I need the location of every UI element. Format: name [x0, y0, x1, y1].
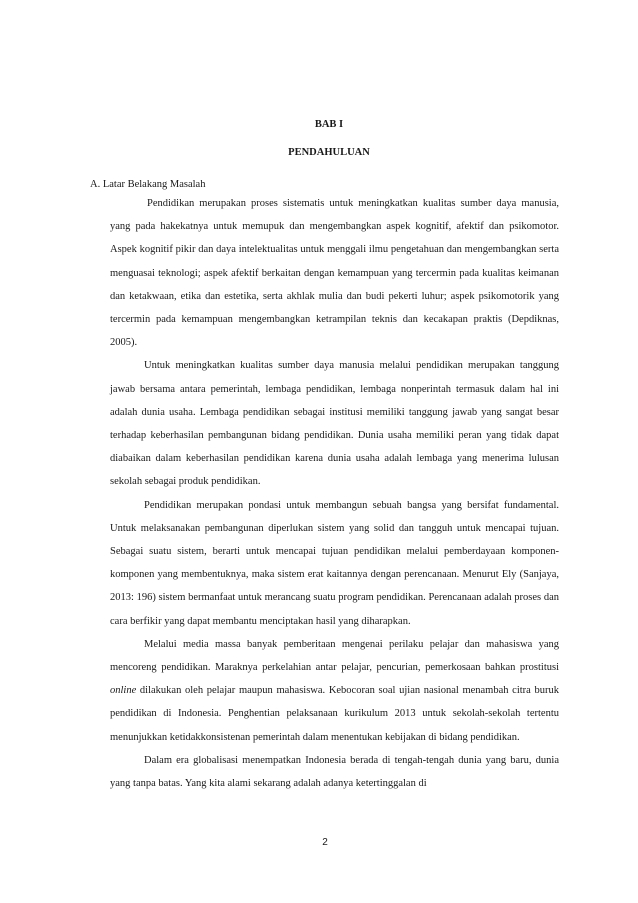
- paragraph-1: Pendidikan merupakan proses sistematis untuk meningkatkan kualitas sumber daya manusia, yang pada hakekatnya untuk memupuk dan mengembangkan aspek kognitif, afektif dan psikomotor. Aspek kognitif pikir dan daya intelektualitas untuk menggali ilmu pengetahuan dan mengembangkan serta menguasai teknologi; aspek afektif berkaitan dengan kemampuan yang tercermin pada kualitas keimanan dan ketakwaan, etika dan estetika, serta akhlak mulia dan budi pekerti luhur; aspek psikomotorik yang tercermin pada kemampuan mengembangkan ketrampilan teknis dan kecakapan praktis (Depdiknas, 2005).: [110, 198, 559, 349]
- section-heading: A. Latar Belakang Masalah: [90, 179, 206, 190]
- paragraph-2: Untuk meningkatkan kualitas sumber daya manusia melalui pendidikan merupakan tanggung jawab bersama antara pemerintah, lembaga pendidikan, lembaga nonperintah termasuk dalam hal ini adalah dunia usaha. Lembaga pendidikan sebagai institusi memiliki tanggung jawab yang sangat besar terhadap keberhasilan pembangunan bidang pendidikan. Dunia usaha memiliki peran yang tidak dapat diabaikan dalam keberhasilan pendidikan karena dunia usaha adalah lembaga yang menerima lulusan sekolah sebagai produk pendidikan.: [110, 360, 559, 488]
- paragraph-4-start: Melalui media massa banyak pemberitaan mengenai perilaku pelajar dan mahasiswa yang mencoreng pendidikan. Maraknya perkelahian antar pelajar, pencurian, pemerkosaan bahkan prostitusi: [110, 638, 559, 674]
- chapter-number: BAB I: [314, 119, 344, 130]
- body-text: [110, 192, 559, 795]
- paragraph-4: [110, 633, 559, 749]
- paragraph-3: Pendidikan merupakan pondasi untuk membangun sebuah bangsa yang bersifat fundamental. Untuk melaksanakan pembangunan diperlukan sistem yang solid dan tangguh untuk mencapai tujuan. Sebagai suatu sistem, berarti untuk mencapai tujuan pendidikan melalui pemberdayaan komponen-komponen yang membentuknya, maka sistem erat kaitannya dengan perencanaan. Menurut Ely (Sanjaya, 2013: 196) sistem bermanfaat untuk merancang suatu program pendidikan. Perencanaan adalah proses dan cara berfikir yang dapat membantu menciptakan hasil yang diharapkan.: [110, 499, 559, 627]
- paragraph-4-italic-term: online: [110, 685, 137, 697]
- page-number: 2: [322, 837, 328, 848]
- paragraph-4-end: dilakukan oleh pelajar maupun mahasiswa. Kebocoran soal ujian nasional menambah citra buruk pendidikan di Indonesia. Penghentian pelaksanaan kurikulum 2013 untuk sekolah-sekolah tertentu menunjukkan ketidakkonsistenan pemerintah dalam menentukan kebijakan di bidang pendidikan.: [110, 685, 559, 743]
- paragraph-5: Dalam era globalisasi menempatkan Indonesia berada di tengah-tengah dunia yang baru, dunia yang tanpa batas. Yang kita alami sekarang adalah adanya ketertinggalan di: [110, 754, 559, 790]
- chapter-title: PENDAHULUAN: [288, 147, 370, 158]
